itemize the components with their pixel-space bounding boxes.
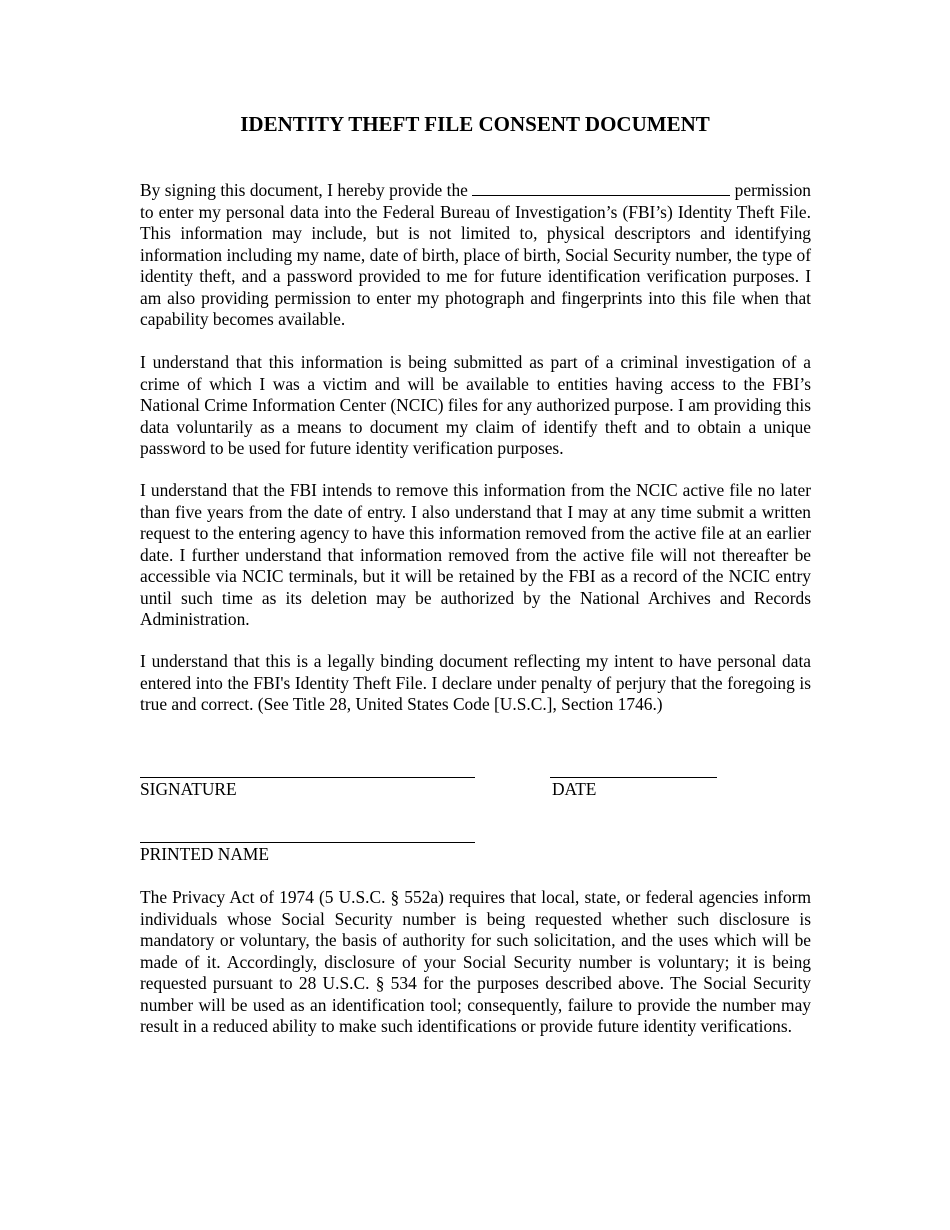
date-label: DATE bbox=[552, 779, 597, 799]
declaration-paragraph: I understand that this is a legally binding document reflecting my intent to have personal data entered into the FBI's Identity Theft File. I declare under penalty of perjury that the foregoing is true and correct. (See Title 28, United States Code [U.S.C.], Section 1746.) bbox=[140, 651, 811, 714]
printed-name-line[interactable] bbox=[140, 842, 475, 843]
consent-paragraph bbox=[140, 180, 811, 331]
investigation-paragraph: I understand that this information is being submitted as part of a criminal investigation of a crime of which I was a victim and will be available to entities having access to the FBI’s National Crime Information Center (NCIC) files for any authorized purpose. I am providing this data voluntarily as a means to document my claim of identify theft and to obtain a unique password to be used for future identity verification purposes. bbox=[140, 352, 811, 458]
printed-name-label: PRINTED NAME bbox=[140, 844, 269, 864]
retention-paragraph: I understand that the FBI intends to remove this information from the NCIC active file no later than five years from the date of entry. I also understand that I may at any time submit a written request to the entering agency to have this information removed from the active file at an earlier date. I further understand that information removed from the active file will not thereafter be accessible via NCIC terminals, but it will be retained by the FBI as a record of the NCIC entry until such time as its deletion may be authorized by the National Archives and Records Administration. bbox=[140, 480, 811, 629]
document-title: IDENTITY THEFT FILE CONSENT DOCUMENT bbox=[240, 112, 710, 136]
agency-name-blank[interactable] bbox=[472, 180, 730, 196]
privacy-act-notice: The Privacy Act of 1974 (5 U.S.C. § 552a) requires that local, state, or federal agencies inform individuals whose Social Security number is being requested whether such disclosure is mandatory or voluntary, the basis of authority for such solicitation, and the uses which will be made of it. Accordingly, disclosure of your Social Security number is voluntary; it is being requested pursuant to 28 U.S.C. § 534 for the purposes described above. The Social Security number will be used as an identification tool; consequently, failure to provide the number may result in a reduced ability to make such identifications or provide future identity verifications. bbox=[140, 887, 811, 1036]
consent-paragraph-body: permission to enter my personal data into the Federal Bureau of Investigation’s (FBI’s) Identity Theft File. This information may include, but is not limited to, physical descriptors and identifying information including my name, date of birth, place of birth, Social Security number, the type of identity theft, and a password provided to me for future identification verification purposes. I am also providing permission to enter my photograph and fingerprints into this file when that capability becomes available. bbox=[140, 180, 811, 329]
signature-label: SIGNATURE bbox=[140, 779, 237, 799]
date-line[interactable] bbox=[550, 777, 717, 778]
signature-line[interactable] bbox=[140, 777, 475, 778]
consent-paragraph-lead: By signing this document, I hereby provide the bbox=[140, 180, 473, 200]
